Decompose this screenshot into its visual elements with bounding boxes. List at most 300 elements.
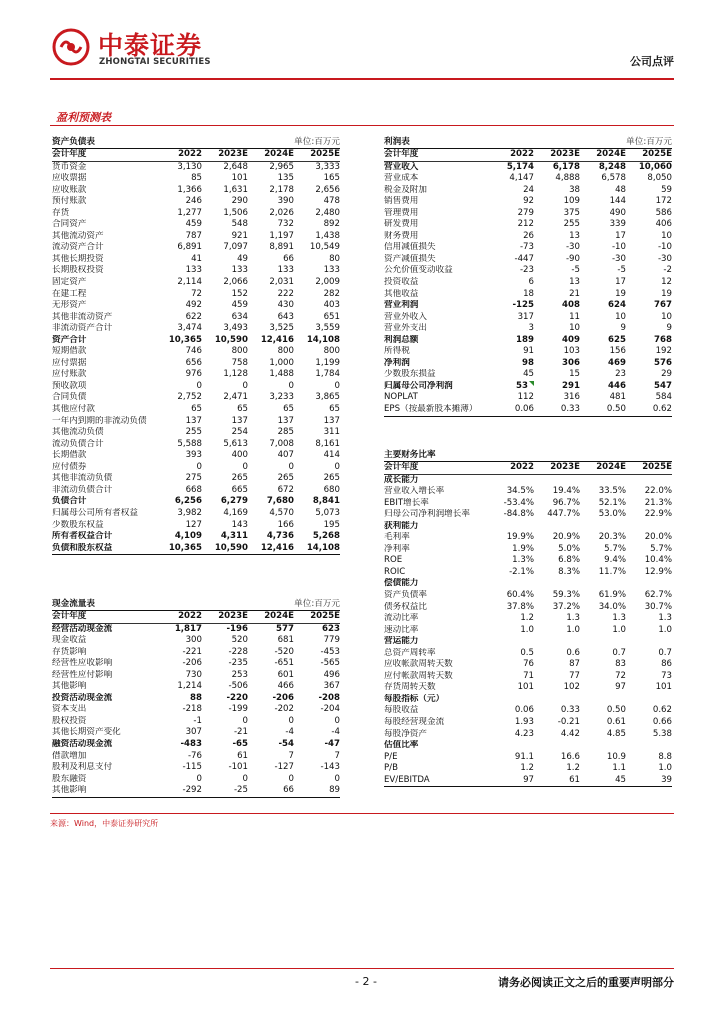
- row-value: 34.0%: [598, 601, 626, 612]
- row-value: 2,026: [269, 207, 294, 218]
- row-value: 0.33: [560, 404, 580, 415]
- row-value: 758: [231, 357, 248, 368]
- row-value: 8.3%: [558, 566, 580, 577]
- row-value: 10.4%: [644, 555, 672, 566]
- row-value: 61.9%: [598, 590, 626, 601]
- row-value: -199: [228, 704, 248, 715]
- table-row: [384, 705, 672, 717]
- row-label: 无形资产: [52, 300, 87, 311]
- row-value: 14,108: [306, 542, 340, 553]
- table-row: [52, 300, 340, 312]
- row-value: 101: [655, 682, 672, 693]
- row-value: [580, 694, 626, 706]
- table-caption-row: [384, 136, 672, 149]
- row-value: 22.0%: [644, 486, 672, 497]
- row-value: 548: [231, 219, 248, 230]
- row-value: 0: [288, 715, 294, 726]
- column-header: 2024E: [264, 149, 294, 159]
- logo-chinese-name: 中泰证券: [98, 31, 203, 60]
- table-row: [52, 346, 340, 358]
- row-value: -47: [324, 739, 340, 750]
- row-value: 83: [615, 659, 626, 670]
- row-value: 254: [231, 427, 248, 438]
- row-value: [488, 694, 534, 706]
- row-label: EPS（按最新股本摊薄）: [384, 404, 478, 415]
- table-unit: 单位:百万元: [626, 137, 672, 147]
- row-value: 4,109: [174, 531, 202, 542]
- row-value: 6,178: [552, 161, 580, 172]
- row-value: 586: [655, 207, 672, 218]
- row-value: [580, 475, 626, 487]
- row-value: -30: [611, 253, 626, 264]
- table-row: [52, 254, 340, 266]
- column-header: 会计年度: [52, 611, 87, 621]
- table-row: [52, 335, 340, 347]
- row-value: 285: [277, 427, 294, 438]
- row-value: 339: [609, 219, 626, 230]
- row-value: 623: [322, 623, 340, 634]
- row-value: 4.85: [606, 728, 626, 739]
- row-value: 109: [563, 196, 580, 207]
- row-value: 137: [231, 415, 248, 426]
- table-row: [52, 277, 340, 289]
- row-value: -4: [331, 727, 340, 738]
- row-value: 16.6: [560, 751, 580, 762]
- row-value: -292: [182, 785, 202, 796]
- row-value: 279: [517, 207, 534, 218]
- row-value: 4,570: [269, 507, 294, 518]
- row-value: 60.4%: [506, 590, 534, 601]
- column-header: 2022: [178, 149, 202, 159]
- row-value: -115: [182, 762, 202, 773]
- row-value: 59.3%: [552, 590, 580, 601]
- row-label: 资产减值损失: [384, 253, 436, 264]
- table-row: [384, 729, 672, 741]
- row-value: 253: [231, 669, 248, 680]
- row-label: EV/EBITDA: [384, 774, 430, 785]
- row-value: 1.3: [566, 613, 580, 624]
- row-value: 10,365: [168, 542, 202, 553]
- row-value: -208: [318, 692, 340, 703]
- row-value: 65: [237, 404, 248, 415]
- row-value: 135: [277, 173, 294, 184]
- row-value: -235: [228, 658, 248, 669]
- row-value: 409: [562, 334, 580, 345]
- row-label: 毛利率: [384, 532, 410, 543]
- row-value: 768: [654, 334, 672, 345]
- row-value: 668: [185, 484, 202, 495]
- row-value: 13: [569, 277, 580, 288]
- row-value: 767: [654, 300, 672, 311]
- row-value: 0: [334, 461, 340, 472]
- row-value: 76: [523, 659, 534, 670]
- source-note: 来源：Wind，中泰证券研究所: [50, 819, 159, 828]
- row-label: 利润总额: [384, 334, 419, 345]
- row-label: 税金及附加: [384, 184, 427, 195]
- row-value: 97: [523, 774, 534, 785]
- row-value: 10: [569, 323, 580, 334]
- table-row: [52, 762, 340, 774]
- row-value: 3,865: [315, 392, 340, 403]
- row-value: 4,147: [509, 173, 534, 184]
- row-label: 少数股东权益: [52, 519, 104, 530]
- row-label: 其他影响: [52, 785, 87, 796]
- row-label: P/B: [384, 763, 398, 774]
- row-label: 应付债券: [52, 461, 87, 472]
- row-value: -1: [193, 715, 202, 726]
- row-value: -565: [320, 658, 340, 669]
- row-label: 非流动负债合计: [52, 484, 113, 495]
- column-header: 2024E: [596, 462, 626, 472]
- row-value: 10,590: [214, 334, 248, 345]
- row-value: 71: [523, 670, 534, 681]
- row-value: 2,752: [177, 392, 202, 403]
- row-value: 547: [654, 380, 672, 391]
- table-row: [52, 369, 340, 381]
- table-row: [52, 624, 340, 636]
- footer-divider: [50, 968, 674, 969]
- row-label: 其他影响: [52, 681, 87, 692]
- row-value: -127: [274, 762, 294, 773]
- row-label: ROIC: [384, 566, 406, 577]
- row-label: 成长能力: [384, 474, 419, 485]
- row-label: 其他收益: [384, 288, 419, 299]
- table-row: [52, 162, 340, 174]
- table-caption-row: [52, 136, 340, 149]
- row-label: NOPLAT: [384, 392, 418, 403]
- row-label: 偿债能力: [384, 578, 419, 589]
- table-row: [384, 752, 672, 764]
- row-value: 212: [517, 219, 534, 230]
- row-value: 492: [185, 300, 202, 311]
- table-header-row: [52, 149, 340, 162]
- row-value: 39: [661, 774, 672, 785]
- row-value: 133: [185, 265, 202, 276]
- table-row: [384, 544, 672, 556]
- row-label: 估值比率: [384, 740, 419, 751]
- row-value: 29: [661, 369, 672, 380]
- table-row: [384, 625, 672, 637]
- section-title-divider: [50, 125, 674, 126]
- row-value: -206: [272, 692, 294, 703]
- row-value: 5,174: [506, 161, 534, 172]
- row-label: 其他流动负债: [52, 427, 104, 438]
- row-value: 4,888: [555, 173, 580, 184]
- table-row: [52, 462, 340, 474]
- row-value: 746: [185, 346, 202, 357]
- row-value: 20.0%: [644, 532, 672, 543]
- header-divider: [50, 78, 674, 80]
- row-value: 1,438: [315, 230, 340, 241]
- row-value: 1.3%: [512, 555, 534, 566]
- table-row: [384, 346, 672, 358]
- row-label: 营运能力: [384, 636, 419, 647]
- row-value: 6,891: [177, 242, 202, 253]
- column-header: 2023E: [550, 149, 580, 159]
- row-value: 86: [661, 659, 672, 670]
- row-label: 应收帐款周转天数: [384, 659, 453, 670]
- table-row: [52, 427, 340, 439]
- row-value: -206: [182, 658, 202, 669]
- table-row: [384, 671, 672, 683]
- table-row: [384, 265, 672, 277]
- row-value: 97: [615, 682, 626, 693]
- table-row: [52, 670, 340, 682]
- row-value: 19: [661, 288, 672, 299]
- row-value: 12,416: [260, 334, 294, 345]
- row-value: 41: [191, 253, 202, 264]
- table-row: [52, 231, 340, 243]
- table-row: [52, 358, 340, 370]
- row-value: 496: [323, 669, 340, 680]
- table-row: [52, 219, 340, 231]
- row-label: 其他非流动资产: [52, 311, 113, 322]
- row-value: 0: [288, 461, 294, 472]
- row-value: 651: [323, 311, 340, 322]
- table-row: [52, 242, 340, 254]
- row-value: 10: [615, 311, 626, 322]
- table-row: [52, 289, 340, 301]
- row-value: 2,009: [315, 277, 340, 288]
- row-value: 61: [237, 750, 248, 761]
- row-value: -65: [232, 739, 248, 750]
- column-header: 2025E: [310, 149, 340, 159]
- row-value: 192: [655, 346, 672, 357]
- row-value: 1.0: [658, 624, 672, 635]
- row-value: 189: [516, 334, 534, 345]
- row-value: 80: [329, 253, 340, 264]
- row-label: 应付帐款周转天数: [384, 670, 453, 681]
- row-value: 15: [569, 369, 580, 380]
- row-label: 信用减值损失: [384, 242, 436, 253]
- column-header: 2022: [178, 611, 202, 621]
- table-row: [384, 358, 672, 370]
- row-value: 316: [563, 392, 580, 403]
- table-unit: 单位:百万元: [294, 599, 340, 609]
- table-row: [384, 717, 672, 729]
- row-label: P/E: [384, 751, 398, 762]
- row-value: -30: [565, 242, 580, 253]
- row-value: [626, 521, 672, 533]
- row-label: 短期借款: [52, 346, 87, 357]
- row-value: 317: [517, 311, 534, 322]
- row-value: 681: [277, 635, 294, 646]
- row-value: 10,590: [214, 542, 248, 553]
- row-label: 预付账款: [52, 196, 87, 207]
- row-value: 12.9%: [644, 566, 672, 577]
- row-value: 4,736: [266, 531, 294, 542]
- table-row: [52, 635, 340, 647]
- row-label: 财务费用: [384, 230, 419, 241]
- row-value: 0.50: [606, 404, 626, 415]
- row-value: -2: [663, 265, 672, 276]
- row-value: 222: [277, 288, 294, 299]
- row-value: 61: [569, 774, 580, 785]
- row-label: 资产负债率: [384, 590, 427, 601]
- row-value: 152: [231, 288, 248, 299]
- row-value: 96.7%: [552, 497, 580, 508]
- row-value: 30.7%: [644, 601, 672, 612]
- row-value: -202: [274, 704, 294, 715]
- row-value: 976: [185, 369, 202, 380]
- row-value: 65: [191, 404, 202, 415]
- row-value: 73: [661, 670, 672, 681]
- row-value: 576: [654, 357, 672, 368]
- zhongtai-logo-icon: [52, 28, 90, 66]
- row-value: 143: [231, 519, 248, 530]
- row-label: 存货: [52, 207, 70, 218]
- row-value: 4,311: [220, 531, 248, 542]
- table-caption-row: [384, 449, 672, 462]
- row-value: 9: [620, 323, 626, 334]
- row-label: 融资活动现金流: [52, 739, 113, 750]
- row-value: 9: [666, 323, 672, 334]
- table-row: [52, 647, 340, 659]
- row-value: 4.23: [514, 728, 534, 739]
- row-label: 存货影响: [52, 646, 87, 657]
- table-row: [384, 775, 672, 788]
- row-label: 负债合计: [52, 496, 87, 507]
- table-header-row: [384, 149, 672, 162]
- row-label: 每股指标（元）: [384, 693, 445, 704]
- row-value: 11: [569, 311, 580, 322]
- row-value: 446: [608, 380, 626, 391]
- row-value: 403: [323, 300, 340, 311]
- row-value: 101: [517, 682, 534, 693]
- row-value: 5,268: [312, 531, 340, 542]
- table-row: [384, 335, 672, 347]
- row-value: 8.8: [658, 751, 672, 762]
- row-value: 6,578: [601, 173, 626, 184]
- table-caption: 主要财务比率: [384, 450, 436, 460]
- row-value: 643: [277, 311, 294, 322]
- row-value: [626, 636, 672, 648]
- row-value: 367: [323, 681, 340, 692]
- row-value: 133: [323, 265, 340, 276]
- row-value: 10: [661, 230, 672, 241]
- row-label: 其他非流动负债: [52, 473, 113, 484]
- table-row: [384, 475, 672, 487]
- row-value: 6,279: [220, 496, 248, 507]
- section-title: 盈利预测表: [56, 111, 111, 124]
- row-label: 存货周转天数: [384, 682, 436, 693]
- table-row: [384, 682, 672, 694]
- row-value: 66: [283, 253, 294, 264]
- row-value: 375: [563, 207, 580, 218]
- row-value: 5.7%: [650, 543, 672, 554]
- row-value: 400: [231, 450, 248, 461]
- row-label: 净利率: [384, 543, 410, 554]
- table-row: [52, 173, 340, 185]
- row-label: 流动资产合计: [52, 242, 104, 253]
- row-value: 48: [615, 184, 626, 195]
- row-value: -53.4%: [503, 497, 534, 508]
- footer-disclaimer: 请务必阅读正文之后的重要声明部分: [498, 976, 674, 989]
- row-value: 1,199: [315, 357, 340, 368]
- row-value: 2,648: [223, 161, 248, 172]
- row-value: 14,108: [306, 334, 340, 345]
- row-value: 85: [191, 173, 202, 184]
- row-value: 165: [323, 173, 340, 184]
- table-row: [52, 416, 340, 428]
- row-value: 265: [323, 473, 340, 484]
- table-caption-row: [52, 598, 340, 611]
- table-row: [52, 208, 340, 220]
- row-value: 3,982: [177, 507, 202, 518]
- row-value: 407: [277, 450, 294, 461]
- row-value: [488, 475, 534, 487]
- column-header: 会计年度: [384, 462, 419, 472]
- row-value: 665: [231, 484, 248, 495]
- row-value: 19.4%: [552, 486, 580, 497]
- table-row: [52, 404, 340, 416]
- row-label: 经营活动现金流: [52, 623, 113, 634]
- table-caption: 资产负债表: [52, 137, 95, 147]
- row-value: [534, 475, 580, 487]
- row-label: 经营性应收影响: [52, 658, 113, 669]
- row-value: 133: [277, 265, 294, 276]
- row-value: 0.06: [514, 404, 534, 415]
- row-label: 固定资产: [52, 277, 87, 288]
- column-header: 2023E: [218, 611, 248, 621]
- row-value: 65: [283, 404, 294, 415]
- row-value: 89: [329, 785, 340, 796]
- row-value: 2,114: [177, 277, 202, 288]
- row-value: 22.9%: [644, 509, 672, 520]
- row-value: 3,474: [177, 323, 202, 334]
- row-value: 0.62: [652, 404, 672, 415]
- row-label: 每股收益: [384, 705, 419, 716]
- row-value: 481: [609, 392, 626, 403]
- row-value: 6: [528, 277, 534, 288]
- row-value: 0: [196, 773, 202, 784]
- row-value: 1.0: [566, 624, 580, 635]
- row-label: 其他长期投资: [52, 253, 104, 264]
- row-value: [580, 521, 626, 533]
- row-value: 307: [185, 727, 202, 738]
- row-value: 2,471: [223, 392, 248, 403]
- row-label: 资产合计: [52, 334, 87, 345]
- row-value: 892: [323, 219, 340, 230]
- row-value: 0: [334, 715, 340, 726]
- row-value: 577: [276, 623, 294, 634]
- table-row: [384, 173, 672, 185]
- row-value: [626, 694, 672, 706]
- row-value: 390: [277, 196, 294, 207]
- table-row: [384, 740, 672, 752]
- row-value: -21: [233, 727, 248, 738]
- row-value: 88: [190, 692, 202, 703]
- row-value: 33.5%: [598, 486, 626, 497]
- row-value: [534, 578, 580, 590]
- table-row: [52, 323, 340, 335]
- row-label: 预收款项: [52, 380, 87, 391]
- row-value: 34.5%: [506, 486, 534, 497]
- row-value: -520: [274, 646, 294, 657]
- row-value: 66: [283, 785, 294, 796]
- row-value: 53: [488, 381, 534, 393]
- row-label: 净利润: [384, 357, 410, 368]
- row-value: 5,073: [315, 507, 340, 518]
- row-value: -5: [571, 265, 580, 276]
- row-label: 应付票据: [52, 357, 87, 368]
- row-value: 0: [196, 380, 202, 391]
- row-value: 87: [569, 659, 580, 670]
- row-label: 借款增加: [52, 750, 87, 761]
- row-label: 一年内到期的非流动负债: [52, 415, 147, 426]
- row-value: 275: [185, 473, 202, 484]
- row-value: 0: [196, 461, 202, 472]
